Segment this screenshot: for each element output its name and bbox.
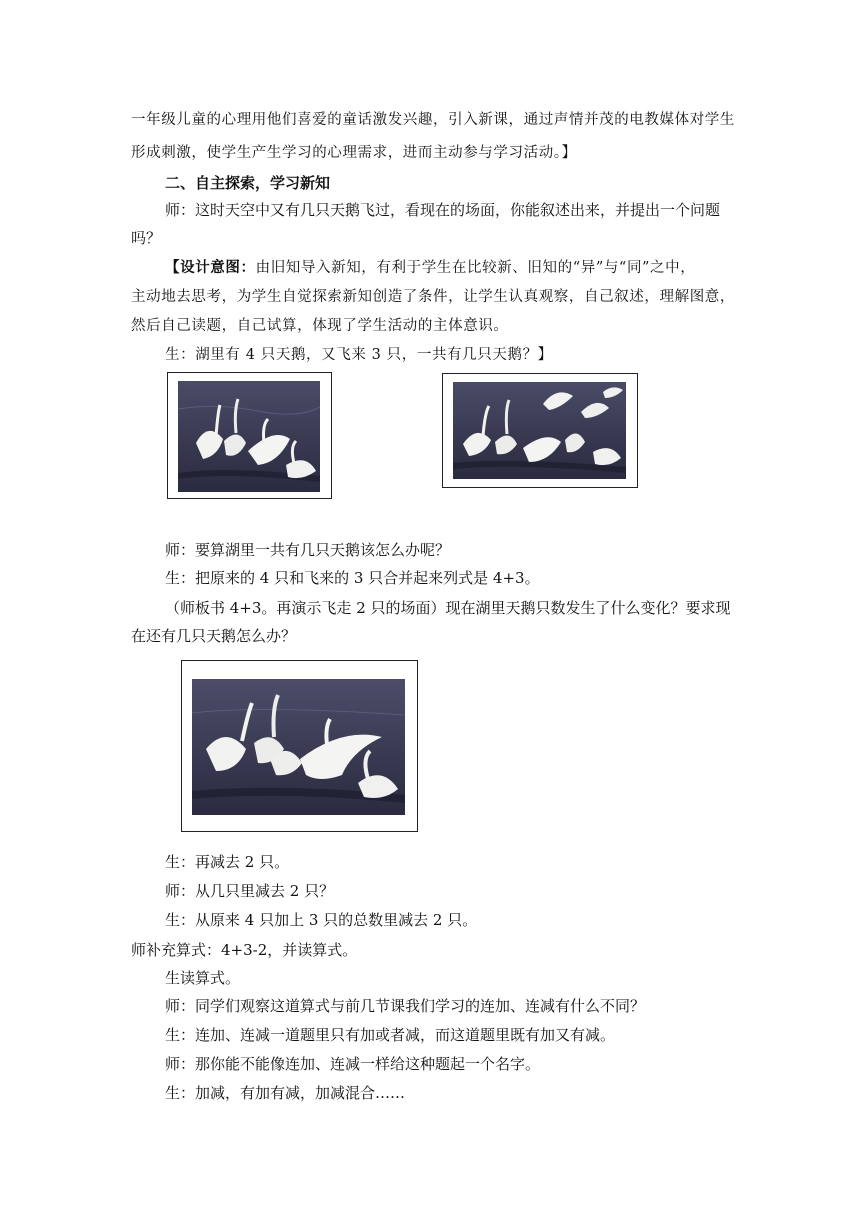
photo-frame-1 [167, 372, 332, 499]
design-intent-label: 【设计意图： [165, 259, 256, 276]
design-intent-continuation-line-2: 形成刺激，使学生产生学习的心理需求，进而主动参与学习活动。】 [131, 145, 577, 161]
student-line-7: 生：加减，有加有减，加减混合…… [165, 1084, 406, 1102]
teacher-line-3b: 在还有几只天鹅怎么办？ [131, 627, 297, 645]
teacher-line-4: 师：从几只里减去 2 只？ [165, 882, 335, 900]
student-line-2: 生：把原来的 4 只和飞来的 3 只合并起来列式是 4+3。 [165, 569, 540, 587]
student-line-1: 生：湖里有 4 只天鹅，又飞来 3 只，一共有几只天鹅？】 [165, 347, 553, 363]
teacher-line-3a: （师板书 4+3。再演示飞走 2 只的场面）现在湖里天鹅只数发生了什么变化？要求现 [165, 599, 731, 617]
swans-photo-1 [178, 381, 320, 492]
swans-photo-3 [192, 679, 405, 815]
student-line-4: 生：从原来 4 只加上 3 只的总数里减去 2 只。 [165, 911, 478, 929]
teacher-line-1b: 吗？ [131, 229, 162, 247]
swans-photo-2 [453, 382, 626, 479]
design-intent-line-2: 主动地去思考，为学生自觉探索新知创造了条件，让学生认真观察，自己叙述，理解图意， [131, 289, 735, 305]
design-intent-line-1 [165, 258, 695, 278]
design-intent-line-3: 然后自己读题，自己试算，体现了学生活动的主体意识。 [131, 318, 509, 334]
student-line-3: 生：再减去 2 只。 [165, 853, 290, 871]
teacher-line-1a: 师：这时天空中又有几只天鹅飞过，看现在的场面，你能叙述出来，并提出一个问题 [165, 201, 721, 219]
student-line-5: 生读算式。 [165, 969, 241, 987]
teacher-line-5: 师补充算式：4+3-2，并读算式。 [131, 941, 358, 959]
photo-frame-3 [181, 660, 418, 832]
teacher-line-7: 师：那你能不能像连加、连减一样给这种题起一个名字。 [165, 1055, 541, 1073]
teacher-line-6: 师：同学们观察这道算式与前几节课我们学习的连加、连减有什么不同？ [165, 997, 646, 1015]
photo-frame-2 [442, 373, 638, 488]
design-intent-continuation-line-1: 一年级儿童的心理用他们喜爱的童话激发兴趣，引入新课，通过声情并茂的电教媒体对学生 [131, 112, 735, 128]
student-line-6: 生：连加、连减一道题里只有加或者减，而这道题里既有加又有减。 [165, 1026, 616, 1044]
teacher-line-2: 师：要算湖里一共有几只天鹅该怎么办呢？ [165, 541, 451, 559]
section-heading: 二、自主探索，学习新知 [165, 174, 331, 192]
design-intent-text: 由旧知导入新知，有利于学生在比较新、旧知的“异”与“同”之中， [255, 260, 696, 276]
